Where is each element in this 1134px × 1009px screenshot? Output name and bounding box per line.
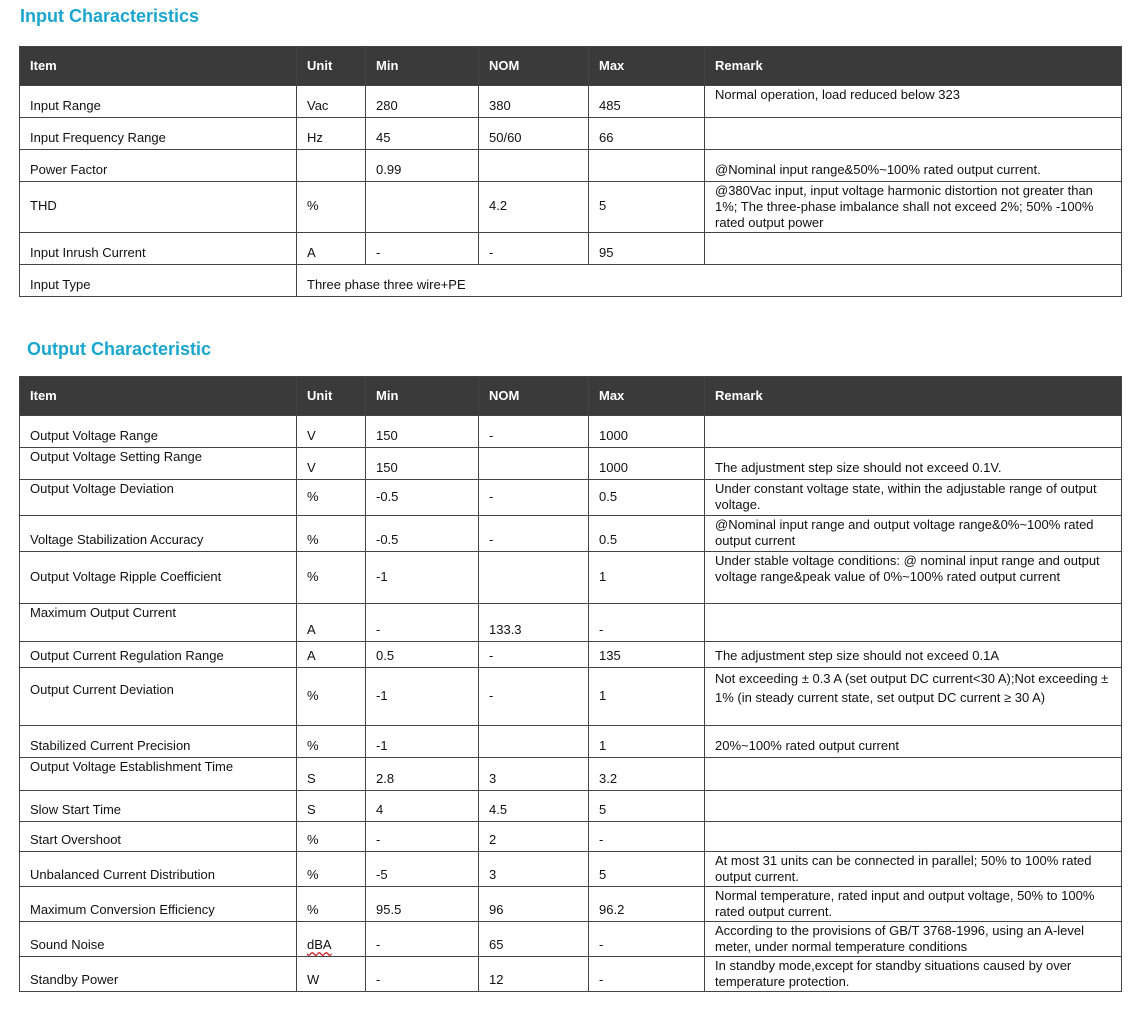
cell-nom: 3 bbox=[479, 758, 589, 791]
cell-item: Voltage Stabilization Accuracy bbox=[20, 516, 297, 552]
table-header-row bbox=[20, 377, 1122, 416]
cell-max: 3.2 bbox=[589, 758, 705, 791]
cell-min: 280 bbox=[366, 86, 479, 118]
header-nom: NOM bbox=[479, 47, 589, 86]
table-row bbox=[20, 822, 1122, 852]
table-row bbox=[20, 86, 1122, 118]
cell-item: Output Voltage Deviation bbox=[20, 480, 297, 516]
cell-nom: 4.2 bbox=[479, 182, 589, 233]
table-row bbox=[20, 642, 1122, 668]
cell-nom bbox=[479, 552, 589, 604]
cell-unit: S bbox=[297, 791, 366, 822]
input-characteristics-table bbox=[19, 46, 1122, 297]
cell-unit: A bbox=[297, 604, 366, 642]
cell-min: 0.5 bbox=[366, 642, 479, 668]
table-row bbox=[20, 922, 1122, 957]
cell-unit bbox=[297, 922, 366, 957]
cell-nom: 50/60 bbox=[479, 118, 589, 150]
cell-nom: 133.3 bbox=[479, 604, 589, 642]
cell-item: Maximum Output Current bbox=[20, 604, 297, 642]
cell-item: THD bbox=[20, 182, 297, 233]
cell-remark: According to the provisions of GB/T 3768-1996, using an A-level meter, under normal temperature conditions bbox=[705, 922, 1122, 957]
header-nom: NOM bbox=[479, 377, 589, 416]
cell-item: Output Voltage Ripple Coefficient bbox=[20, 552, 297, 604]
cell-min: 0.99 bbox=[366, 150, 479, 182]
cell-remark bbox=[705, 758, 1122, 791]
cell-item: Input Type bbox=[20, 265, 297, 297]
cell-unit: % bbox=[297, 887, 366, 922]
cell-max: 1 bbox=[589, 726, 705, 758]
cell-max: 5 bbox=[589, 182, 705, 233]
table-row bbox=[20, 448, 1122, 480]
table-row bbox=[20, 118, 1122, 150]
input-section-title: Input Characteristics bbox=[20, 6, 200, 26]
cell-remark bbox=[705, 233, 1122, 265]
cell-min: -0.5 bbox=[366, 480, 479, 516]
cell-max: 1 bbox=[589, 668, 705, 726]
cell-max: - bbox=[589, 922, 705, 957]
cell-item: Input Inrush Current bbox=[20, 233, 297, 265]
table-row bbox=[20, 852, 1122, 887]
output-section-title: Output Characteristic bbox=[27, 339, 212, 359]
cell-min: -1 bbox=[366, 552, 479, 604]
cell-item: Start Overshoot bbox=[20, 822, 297, 852]
cell-nom: 3 bbox=[479, 852, 589, 887]
cell-max: - bbox=[589, 822, 705, 852]
cell-min: -1 bbox=[366, 668, 479, 726]
table-row bbox=[20, 887, 1122, 922]
cell-unit: % bbox=[297, 516, 366, 552]
cell-nom: - bbox=[479, 516, 589, 552]
cell-item: Power Factor bbox=[20, 150, 297, 182]
header-item: Item bbox=[20, 377, 297, 416]
cell-max: - bbox=[589, 604, 705, 642]
cell-remark: @Nominal input range and output voltage range&0%~100% rated output current bbox=[705, 516, 1122, 552]
cell-item: Sound Noise bbox=[20, 922, 297, 957]
cell-min: - bbox=[366, 233, 479, 265]
table-row bbox=[20, 668, 1122, 726]
cell-unit: % bbox=[297, 552, 366, 604]
cell-remark: @Nominal input range&50%~100% rated output current. bbox=[705, 150, 1122, 182]
cell-remark: Under stable voltage conditions: @ nominal input range and output voltage range&peak value of 0%~100% rated output current bbox=[705, 552, 1122, 604]
cell-remark: 20%~100% rated output current bbox=[705, 726, 1122, 758]
cell-nom: - bbox=[479, 416, 589, 448]
cell-min: 150 bbox=[366, 416, 479, 448]
cell-remark bbox=[705, 118, 1122, 150]
cell-min: 150 bbox=[366, 448, 479, 480]
unit-dba-text: dBA bbox=[307, 937, 332, 952]
cell-item: Input Frequency Range bbox=[20, 118, 297, 150]
table-row bbox=[20, 516, 1122, 552]
cell-min: - bbox=[366, 957, 479, 992]
table-row bbox=[20, 265, 1122, 297]
table-row bbox=[20, 416, 1122, 448]
cell-max: 5 bbox=[589, 791, 705, 822]
cell-min: 2.8 bbox=[366, 758, 479, 791]
cell-item: Maximum Conversion Efficiency bbox=[20, 887, 297, 922]
cell-remark: The adjustment step size should not exceed 0.1V. bbox=[705, 448, 1122, 480]
cell-unit: Hz bbox=[297, 118, 366, 150]
cell-unit: A bbox=[297, 642, 366, 668]
cell-max: 5 bbox=[589, 852, 705, 887]
cell-max: 1 bbox=[589, 552, 705, 604]
cell-min: -1 bbox=[366, 726, 479, 758]
cell-unit: % bbox=[297, 480, 366, 516]
header-max: Max bbox=[589, 47, 705, 86]
cell-min: - bbox=[366, 922, 479, 957]
cell-nom bbox=[479, 150, 589, 182]
cell-remark: The adjustment step size should not exceed 0.1A bbox=[705, 642, 1122, 668]
cell-nom: 2 bbox=[479, 822, 589, 852]
cell-remark: Under constant voltage state, within the adjustable range of output voltage. bbox=[705, 480, 1122, 516]
cell-nom bbox=[479, 726, 589, 758]
cell-unit: A bbox=[297, 233, 366, 265]
cell-nom: - bbox=[479, 480, 589, 516]
cell-max: 96.2 bbox=[589, 887, 705, 922]
header-unit: Unit bbox=[297, 47, 366, 86]
cell-unit: % bbox=[297, 726, 366, 758]
cell-nom: 12 bbox=[479, 957, 589, 992]
cell-nom: - bbox=[479, 642, 589, 668]
cell-max: 0.5 bbox=[589, 516, 705, 552]
cell-remark: Normal operation, load reduced below 323 bbox=[705, 86, 1122, 118]
cell-unit: % bbox=[297, 852, 366, 887]
cell-item: Output Current Regulation Range bbox=[20, 642, 297, 668]
header-max: Max bbox=[589, 377, 705, 416]
cell-min: 4 bbox=[366, 791, 479, 822]
cell-item: Output Voltage Establishment Time bbox=[20, 758, 297, 791]
cell-min: -0.5 bbox=[366, 516, 479, 552]
cell-remark: @380Vac input, input voltage harmonic distortion not greater than 1%; The three-phase imbalance shall not exceed 2%; 50% -100% rated output power bbox=[705, 182, 1122, 233]
cell-unit: % bbox=[297, 668, 366, 726]
table-row bbox=[20, 552, 1122, 604]
cell-item: Output Voltage Setting Range bbox=[20, 448, 297, 480]
table-row bbox=[20, 604, 1122, 642]
cell-min bbox=[366, 182, 479, 233]
cell-item: Unbalanced Current Distribution bbox=[20, 852, 297, 887]
cell-nom: 96 bbox=[479, 887, 589, 922]
table-header-row bbox=[20, 47, 1122, 86]
cell-item: Output Current Deviation bbox=[20, 668, 297, 726]
header-min: Min bbox=[366, 377, 479, 416]
cell-max: - bbox=[589, 957, 705, 992]
cell-unit bbox=[297, 150, 366, 182]
cell-unit: V bbox=[297, 448, 366, 480]
header-item: Item bbox=[20, 47, 297, 86]
cell-remark bbox=[705, 416, 1122, 448]
table-row bbox=[20, 233, 1122, 265]
cell-max: 66 bbox=[589, 118, 705, 150]
cell-item: Standby Power bbox=[20, 957, 297, 992]
header-remark: Remark bbox=[705, 47, 1122, 86]
cell-nom bbox=[479, 448, 589, 480]
table-row bbox=[20, 150, 1122, 182]
cell-input-type-value: Three phase three wire+PE bbox=[297, 265, 1122, 297]
table-row bbox=[20, 182, 1122, 233]
cell-unit: % bbox=[297, 182, 366, 233]
cell-min: 95.5 bbox=[366, 887, 479, 922]
cell-item: Input Range bbox=[20, 86, 297, 118]
cell-max: 95 bbox=[589, 233, 705, 265]
cell-min: - bbox=[366, 822, 479, 852]
cell-item: Slow Start Time bbox=[20, 791, 297, 822]
cell-unit: % bbox=[297, 822, 366, 852]
cell-nom: 4.5 bbox=[479, 791, 589, 822]
cell-max: 1000 bbox=[589, 416, 705, 448]
table-row bbox=[20, 758, 1122, 791]
cell-max: 1000 bbox=[589, 448, 705, 480]
cell-min: 45 bbox=[366, 118, 479, 150]
cell-min: -5 bbox=[366, 852, 479, 887]
cell-max: 0.5 bbox=[589, 480, 705, 516]
cell-nom: - bbox=[479, 233, 589, 265]
table-row bbox=[20, 957, 1122, 992]
cell-remark: At most 31 units can be connected in parallel; 50% to 100% rated output current. bbox=[705, 852, 1122, 887]
table-row bbox=[20, 791, 1122, 822]
header-remark: Remark bbox=[705, 377, 1122, 416]
cell-unit: W bbox=[297, 957, 366, 992]
cell-item: Output Voltage Range bbox=[20, 416, 297, 448]
cell-remark: Normal temperature, rated input and output voltage, 50% to 100% rated output current. bbox=[705, 887, 1122, 922]
cell-remark: In standby mode,except for standby situations caused by over temperature protection. bbox=[705, 957, 1122, 992]
table-row bbox=[20, 480, 1122, 516]
cell-unit: S bbox=[297, 758, 366, 791]
cell-max bbox=[589, 150, 705, 182]
cell-nom: - bbox=[479, 668, 589, 726]
header-min: Min bbox=[366, 47, 479, 86]
output-characteristic-table bbox=[19, 376, 1122, 992]
cell-unit: Vac bbox=[297, 86, 366, 118]
cell-remark bbox=[705, 604, 1122, 642]
cell-min: - bbox=[366, 604, 479, 642]
cell-unit: V bbox=[297, 416, 366, 448]
table-row bbox=[20, 726, 1122, 758]
cell-remark: Not exceeding ± 0.3 A (set output DC current<30 A);Not exceeding ± 1% (in steady current state, set output DC current ≥ 30 A) bbox=[705, 668, 1122, 726]
cell-max: 135 bbox=[589, 642, 705, 668]
cell-nom: 380 bbox=[479, 86, 589, 118]
cell-item: Stabilized Current Precision bbox=[20, 726, 297, 758]
cell-nom: 65 bbox=[479, 922, 589, 957]
cell-remark bbox=[705, 822, 1122, 852]
header-unit: Unit bbox=[297, 377, 366, 416]
cell-max: 485 bbox=[589, 86, 705, 118]
cell-remark bbox=[705, 791, 1122, 822]
